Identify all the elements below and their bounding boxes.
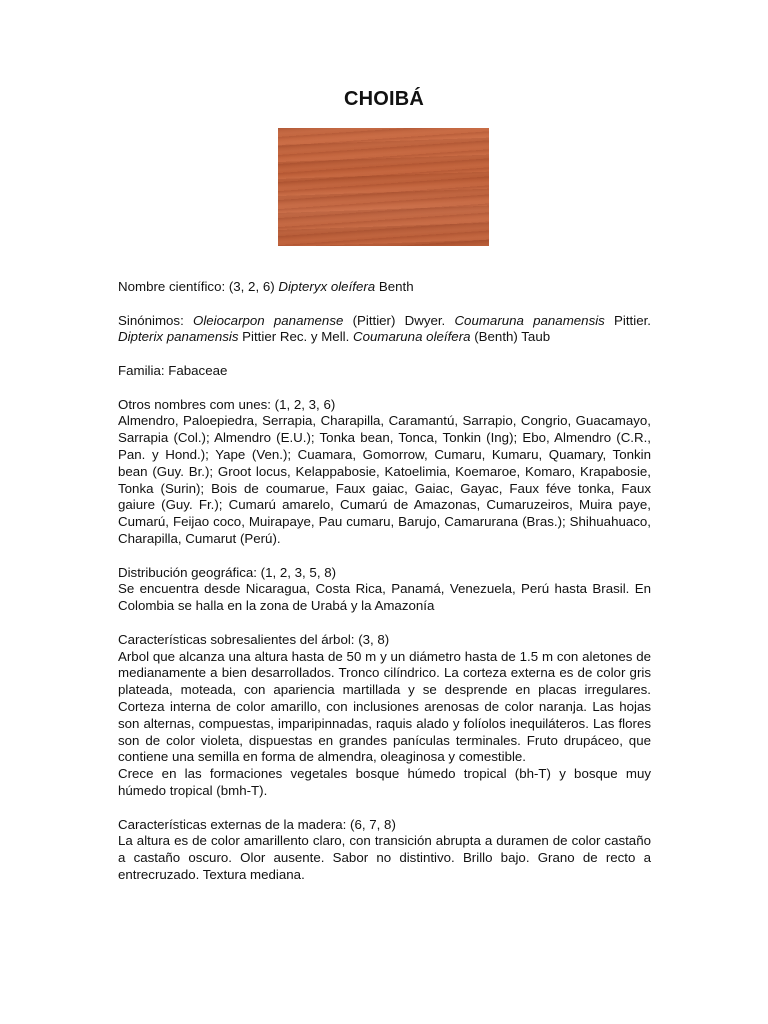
tree-habitat-text: Crece en las formaciones vegetales bosque húmedo tropical (bh-T) y bosque muy húmedo tropical (bmh-T). [118, 766, 651, 798]
wood-heading: Características externas de la madera: (6, 7, 8) [118, 816, 396, 832]
wood-sample-photo [278, 128, 489, 246]
synonym-2: Coumaruna panamensis [454, 312, 605, 328]
wood-text: La altura es de color amarillento claro, con transición abrupta a duramen de color castaño a castaño oscuro. Olor ausente. Sabor no distintivo. Brillo bajo. Grano de recto a entrecruzado. Textura mediana. [118, 833, 651, 882]
scientific-name-label: Nombre científico: (3, 2, 6) [118, 279, 279, 294]
synonym-3-author: Pittier Rec. y Mell. [238, 329, 353, 345]
document-body [118, 279, 651, 884]
common-names-heading: Otros nombres com unes: (1, 2, 3, 6) [118, 396, 336, 412]
distribution-heading: Distribución geográfica: (1, 2, 3, 5, 8) [118, 564, 337, 580]
synonym-1: Oleiocarpon panamense [192, 312, 344, 328]
synonyms-label: Sinónimos: [118, 312, 193, 328]
scientific-name-species: Dipteryx oleífera [278, 279, 376, 294]
tree-text: Arbol que alcanza una altura hasta de 50 m y un diámetro hasta de 1.5 m con aletones de medianamente a bien desarrollados. Tronco cilíndrico. La corteza externa es de color gris plateada, moteada, con apariencia martillada y se desprende en placas irregulares. Corteza interna de color amarillo, con inclusiones arenosas de color naranja. Las hojas son alternas, compuestas, imparipinnadas, raquis alado y folíolos inequiláteros. Las flores son de color violeta, dispuestas en grandes panículas terminales. Fruto drupáceo, que contiene una semilla en forma de almendra, oleaginosa y comestible. [118, 648, 651, 765]
page-title: CHOIBÁ [343, 88, 425, 110]
synonym-4: Coumaruna oleífera [353, 329, 471, 345]
scientific-name [118, 279, 651, 296]
tree-heading: Características sobresalientes del árbol: (3, 8) [118, 631, 390, 647]
scientific-name-author: Benth [375, 279, 414, 294]
distribution-text: Se encuentra desde Nicaragua, Costa Rica, Panamá, Venezuela, Perú hasta Brasil. En Colombia se halla en la zona de Urabá y la Amazonía [118, 581, 651, 614]
family: Familia: Fabaceae [118, 362, 228, 378]
synonym-1-author: (Pittier) Dwyer. [343, 312, 455, 328]
synonym-2-author: Pittier. [604, 312, 651, 328]
synonym-4-author: (Benth) Taub [470, 329, 551, 345]
synonym-3: Dipterix panamensis [118, 329, 239, 345]
synonyms [118, 313, 651, 347]
common-names-text: Almendro, Paloepiedra, Serrapia, Charapilla, Caramantú, Sarrapio, Congrio, Guacamayo, Sarrapia (Col.); Almendro (E.U.); Tonka bean, Tonca, Tonkin (Ing); Ebo, Almendro (C.R., Pan. y Hond.); Yape (Ven.); Cuamara, Gomorrow, Cumaru, Kumaru, Quamary, Tonkin bean (Guy. Br.); Groot locus, Kelappabosie, Katoelimia, Koemaroe, Komaro, Krapabosie, Tonka (Surin); Bois de coumarue, Faux gaiac, Gaiac, Gayac, Faux féve tonka, Faux gaiure (Guy. Fr.); Cumarú amarelo, Cumarú de Amazonas, Cumaruzeiros, Muira paye, Cumarú, Feijao coco, Muirapaye, Pau cumaru, Barujo, Camarurana (Bras.); Shihuahuaco, Charapilla, Cumarut (Perú). [118, 413, 651, 546]
